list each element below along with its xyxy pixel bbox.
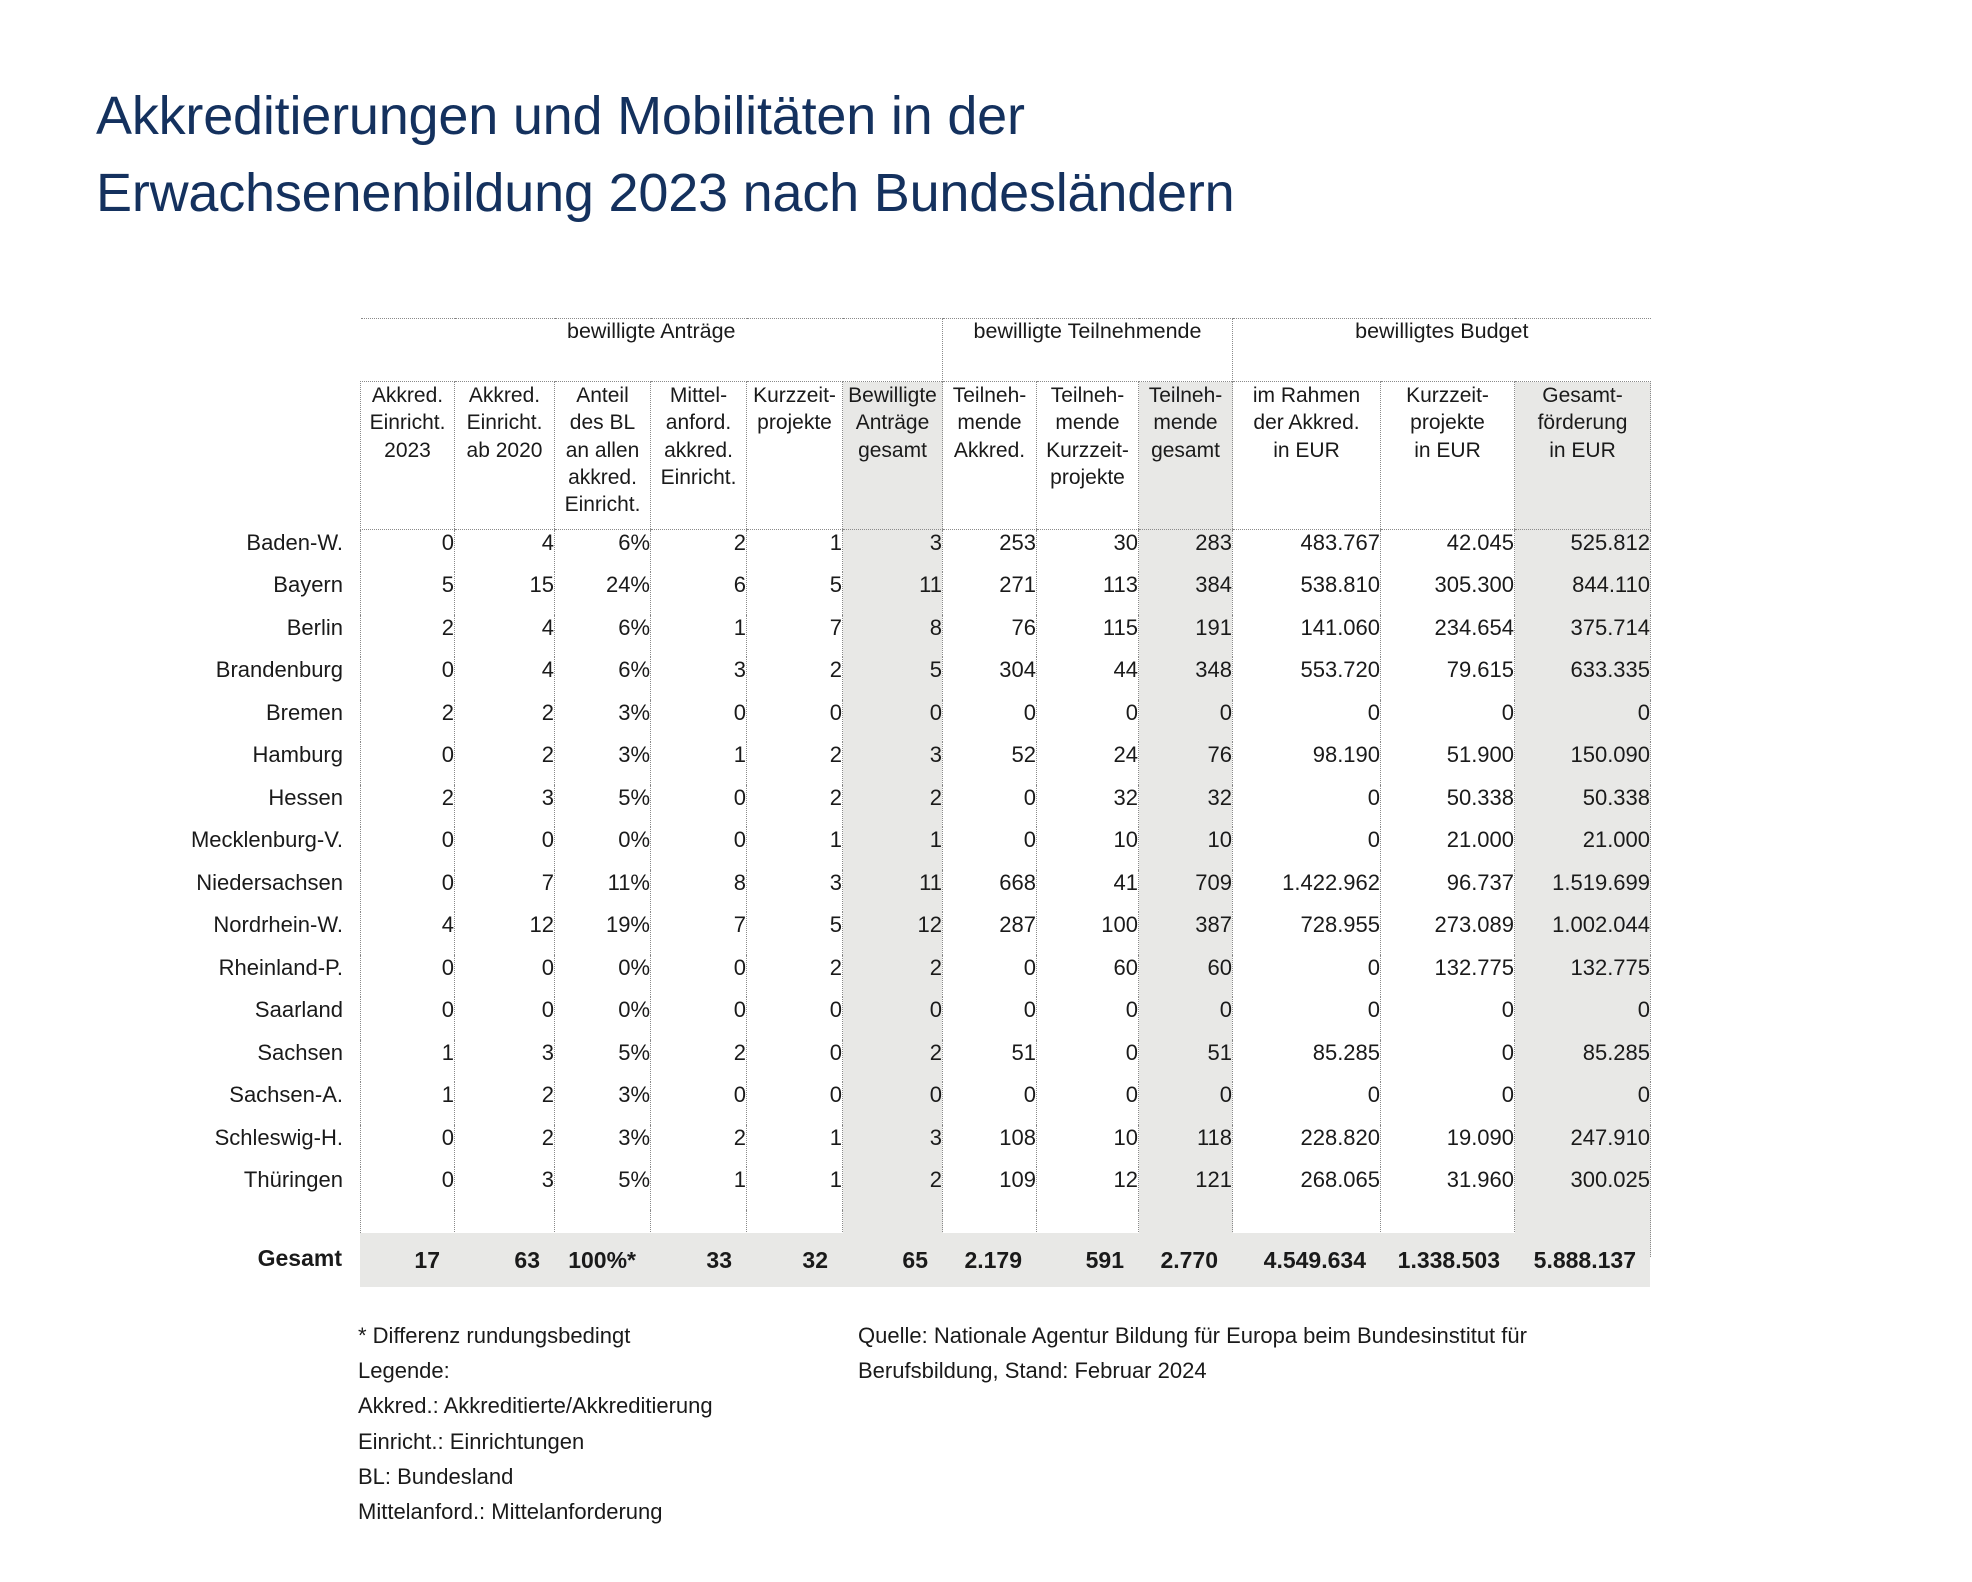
cell-bewilligte_antraege_gesamt: 2 bbox=[843, 1167, 943, 1210]
cell-budget_gesamt: 1.002.044 bbox=[1515, 912, 1651, 955]
table-column-header-budget_kurzzeit: Kurzzeit- projekte in EUR bbox=[1381, 382, 1515, 530]
legend-notes bbox=[358, 1318, 713, 1529]
table-row bbox=[361, 700, 1651, 743]
table-row bbox=[361, 615, 1651, 658]
cell-bewilligte_antraege_gesamt: 2 bbox=[843, 785, 943, 828]
cell-akkred_einricht_ab_2020: 2 bbox=[455, 1125, 555, 1168]
cell-mittelanford: 2 bbox=[651, 1040, 747, 1083]
cell-kurzzeitprojekte: 3 bbox=[747, 870, 843, 913]
cell-akkred_einricht_ab_2020: 4 bbox=[455, 657, 555, 700]
cell-kurzzeitprojekte: 2 bbox=[747, 955, 843, 998]
cell-budget_gesamt: 844.110 bbox=[1515, 572, 1651, 615]
cell-teilnehmende_akkred: 287 bbox=[943, 912, 1037, 955]
cell-teilnehmende_gesamt: 384 bbox=[1139, 572, 1233, 615]
cell-budget_gesamt: 0 bbox=[1515, 997, 1651, 1040]
row-label: Saarland bbox=[254, 997, 343, 1022]
cell-budget_akkred: 728.955 bbox=[1233, 912, 1381, 955]
table-column-header-akkred_einricht_2023: Akkred. Einricht. 2023 bbox=[361, 382, 455, 530]
cell-akkred_einricht_ab_2020: 0 bbox=[455, 827, 555, 870]
cell-budget_gesamt: 132.775 bbox=[1515, 955, 1651, 998]
table-column-header-mittelanford: Mittel- anford. akkred. Einricht. bbox=[651, 382, 747, 530]
cell-teilnehmende_gesamt: 283 bbox=[1139, 530, 1233, 573]
cell-anteil_bl: 6% bbox=[555, 615, 651, 658]
cell-bewilligte_antraege_gesamt: 11 bbox=[843, 572, 943, 615]
table-row bbox=[361, 1167, 1651, 1210]
cell-budget_gesamt: 1.519.699 bbox=[1515, 870, 1651, 913]
cell-teilnehmende_kurzzeit: 12 bbox=[1037, 1167, 1139, 1210]
cell-budget_kurzzeit: 42.045 bbox=[1381, 530, 1515, 573]
cell-mittelanford: 7 bbox=[651, 912, 747, 955]
cell-teilnehmende_gesamt: 121 bbox=[1139, 1167, 1233, 1210]
row-label: Bayern bbox=[273, 572, 343, 597]
table-column-header-bewilligte_antraege_gesamt: Bewilligte Anträge gesamt bbox=[843, 382, 943, 530]
cell-teilnehmende_kurzzeit: 10 bbox=[1037, 1125, 1139, 1168]
table-column-header-budget_akkred: im Rahmen der Akkred. in EUR bbox=[1233, 382, 1381, 530]
totals-container bbox=[257, 1233, 1650, 1287]
cell-budget_gesamt: 0 bbox=[1515, 700, 1651, 743]
cell-teilnehmende_kurzzeit: 32 bbox=[1037, 785, 1139, 828]
cell-akkred_einricht_2023: 1 Sachsen bbox=[361, 1040, 455, 1083]
cell-mittelanford: 0 bbox=[651, 827, 747, 870]
table-column-header-teilnehmende_gesamt: Teilneh- mende gesamt bbox=[1139, 382, 1233, 530]
table-group-header: bewilligte Teilnehmende bbox=[943, 319, 1233, 382]
row-label: Baden-W. bbox=[246, 530, 343, 555]
table-row bbox=[361, 870, 1651, 913]
cell-kurzzeitprojekte: 0 bbox=[747, 1082, 843, 1125]
cell-teilnehmende_kurzzeit: 115 bbox=[1037, 615, 1139, 658]
cell-akkred_einricht_ab_2020: 2 bbox=[455, 1082, 555, 1125]
cell-teilnehmende_akkred: 668 bbox=[943, 870, 1037, 913]
cell-teilnehmende_kurzzeit: 24 bbox=[1037, 742, 1139, 785]
cell-budget_kurzzeit: 51.900 bbox=[1381, 742, 1515, 785]
cell-budget_kurzzeit: 273.089 bbox=[1381, 912, 1515, 955]
total-cell-teilnehmende_gesamt: 2.770 bbox=[1160, 1246, 1218, 1273]
cell-budget_gesamt: 633.335 bbox=[1515, 657, 1651, 700]
cell-teilnehmende_kurzzeit: 0 bbox=[1037, 997, 1139, 1040]
cell-teilnehmende_gesamt: 0 bbox=[1139, 700, 1233, 743]
cell-akkred_einricht_2023: 0 Brandenburg bbox=[361, 657, 455, 700]
cell-anteil_bl: 3% bbox=[555, 742, 651, 785]
source-line: Quelle: Nationale Agentur Bildung für Europa beim Bundesinstitut für bbox=[858, 1323, 1527, 1348]
cell-budget_akkred: 268.065 bbox=[1233, 1167, 1381, 1210]
cell-teilnehmende_akkred: 76 bbox=[943, 615, 1037, 658]
cell-akkred_einricht_ab_2020: 2 bbox=[455, 742, 555, 785]
cell-budget_gesamt: 21.000 bbox=[1515, 827, 1651, 870]
cell-budget_gesamt: 247.910 bbox=[1515, 1125, 1651, 1168]
cell-budget_kurzzeit: 79.615 bbox=[1381, 657, 1515, 700]
cell-budget_akkred: 228.820 bbox=[1233, 1125, 1381, 1168]
cell-anteil_bl: 3% bbox=[555, 1125, 651, 1168]
cell-akkred_einricht_ab_2020: 0 bbox=[455, 955, 555, 998]
page-title bbox=[96, 78, 1596, 231]
cell-kurzzeitprojekte: 2 bbox=[747, 785, 843, 828]
cell-teilnehmende_akkred: 0 bbox=[943, 1082, 1037, 1125]
cell-teilnehmende_kurzzeit: 100 bbox=[1037, 912, 1139, 955]
row-label: Bremen bbox=[265, 699, 343, 725]
cell-anteil_bl: 6% bbox=[555, 657, 651, 700]
cell-budget_kurzzeit: 96.737 bbox=[1381, 870, 1515, 913]
cell-akkred_einricht_2023: 2 Berlin bbox=[361, 615, 455, 658]
cell-budget_akkred: 0 bbox=[1233, 1082, 1381, 1125]
cell-budget_akkred: 85.285 bbox=[1233, 1040, 1381, 1083]
cell-anteil_bl: 0% bbox=[555, 997, 651, 1040]
cell-bewilligte_antraege_gesamt: 3 bbox=[843, 1125, 943, 1168]
data-table bbox=[190, 318, 1651, 1257]
total-cell-akkred_einricht_ab_2020: 63 bbox=[514, 1246, 540, 1273]
cell-teilnehmende_kurzzeit: 41 bbox=[1037, 870, 1139, 913]
cell-budget_akkred: 141.060 bbox=[1233, 615, 1381, 658]
cell-budget_akkred: 483.767 bbox=[1233, 530, 1381, 573]
cell-mittelanford: 0 bbox=[651, 1082, 747, 1125]
cell-akkred_einricht_ab_2020: 3 bbox=[455, 1167, 555, 1210]
cell-teilnehmende_gesamt: 76 bbox=[1139, 742, 1233, 785]
table-group-header: bewilligtes Budget bbox=[1233, 319, 1651, 382]
cell-teilnehmende_gesamt: 60 bbox=[1139, 955, 1233, 998]
cell-anteil_bl: 3% bbox=[555, 1082, 651, 1125]
cell-budget_kurzzeit: 21.000 bbox=[1381, 827, 1515, 870]
cell-budget_kurzzeit: 50.338 bbox=[1381, 785, 1515, 828]
table-group-header: bewilligte Anträge bbox=[361, 319, 943, 382]
cell-teilnehmende_kurzzeit: 10 bbox=[1037, 827, 1139, 870]
cell-teilnehmende_akkred: 52 bbox=[943, 742, 1037, 785]
cell-teilnehmende_gesamt: 387 bbox=[1139, 912, 1233, 955]
cell-budget_gesamt: 525.812 bbox=[1515, 530, 1651, 573]
cell-mittelanford: 0 bbox=[651, 997, 747, 1040]
table-row bbox=[361, 912, 1651, 955]
cell-akkred_einricht_2023: 0 Hamburg bbox=[361, 742, 455, 785]
cell-mittelanford: 1 bbox=[651, 615, 747, 658]
cell-anteil_bl: 24% bbox=[555, 572, 651, 615]
legend-line: BL: Bundesland bbox=[358, 1463, 514, 1489]
table-column-header-budget_gesamt: Gesamt- förderung in EUR bbox=[1515, 382, 1651, 530]
total-cell-mittelanford: 33 bbox=[706, 1246, 732, 1273]
cell-akkred_einricht_ab_2020: 2 bbox=[455, 700, 555, 743]
total-cell-akkred_einricht_2023: 17 bbox=[414, 1246, 440, 1273]
cell-budget_gesamt: 300.025 bbox=[1515, 1167, 1651, 1210]
cell-teilnehmende_gesamt: 348 bbox=[1139, 657, 1233, 700]
cell-mittelanford: 0 bbox=[651, 700, 747, 743]
table-column-header-teilnehmende_kurzzeit: Teilneh- mende Kurzzeit- projekte bbox=[1037, 382, 1139, 530]
cell-anteil_bl: 0% bbox=[555, 955, 651, 998]
cell-teilnehmende_kurzzeit: 0 bbox=[1037, 700, 1139, 743]
cell-mittelanford: 0 bbox=[651, 955, 747, 998]
cell-teilnehmende_gesamt: 0 bbox=[1139, 1082, 1233, 1125]
total-cell-bewilligte_antraege_gesamt: 65 bbox=[902, 1246, 928, 1273]
row-label: Hessen bbox=[268, 784, 343, 810]
table-row bbox=[361, 742, 1651, 785]
cell-anteil_bl: 0% bbox=[555, 827, 651, 870]
cell-kurzzeitprojekte: 5 bbox=[747, 572, 843, 615]
cell-budget_kurzzeit: 234.654 bbox=[1381, 615, 1515, 658]
cell-bewilligte_antraege_gesamt: 5 bbox=[843, 657, 943, 700]
cell-anteil_bl: 5% bbox=[555, 1040, 651, 1083]
cell-akkred_einricht_ab_2020: 15 bbox=[455, 572, 555, 615]
table-column-header-kurzzeitprojekte: Kurzzeit- projekte bbox=[747, 382, 843, 530]
table-row bbox=[361, 572, 1651, 615]
cell-budget_akkred: 0 bbox=[1233, 955, 1381, 998]
total-cell-budget_akkred: 4.549.634 bbox=[1263, 1246, 1366, 1273]
cell-teilnehmende_kurzzeit: 30 bbox=[1037, 530, 1139, 573]
cell-teilnehmende_akkred: 0 bbox=[943, 700, 1037, 743]
table-column-header-row bbox=[361, 382, 1651, 530]
legend-line: Legende: bbox=[358, 1358, 450, 1384]
cell-teilnehmende_akkred: 0 bbox=[943, 997, 1037, 1040]
cell-budget_kurzzeit: 31.960 bbox=[1381, 1167, 1515, 1210]
cell-bewilligte_antraege_gesamt: 2 bbox=[843, 955, 943, 998]
cell-akkred_einricht_ab_2020: 7 bbox=[455, 870, 555, 913]
cell-bewilligte_antraege_gesamt: 3 bbox=[843, 530, 943, 573]
cell-teilnehmende_gesamt: 51 bbox=[1139, 1040, 1233, 1083]
cell-kurzzeitprojekte: 1 bbox=[747, 530, 843, 573]
cell-teilnehmende_gesamt: 32 bbox=[1139, 785, 1233, 828]
cell-bewilligte_antraege_gesamt: 1 bbox=[843, 827, 943, 870]
cell-akkred_einricht_2023: 4 Nordrhein-W. bbox=[361, 912, 455, 955]
cell-mittelanford: 6 bbox=[651, 572, 747, 615]
cell-budget_akkred: 0 bbox=[1233, 785, 1381, 828]
cell-bewilligte_antraege_gesamt: 0 bbox=[843, 700, 943, 743]
cell-kurzzeitprojekte: 1 bbox=[747, 1125, 843, 1168]
table-column-header-akkred_einricht_ab_2020: Akkred. Einricht. ab 2020 bbox=[455, 382, 555, 530]
cell-budget_akkred: 538.810 bbox=[1233, 572, 1381, 615]
cell-mittelanford: 1 bbox=[651, 1167, 747, 1210]
table-row bbox=[361, 530, 1651, 573]
cell-teilnehmende_kurzzeit: 0 bbox=[1037, 1040, 1139, 1083]
cell-budget_akkred: 98.190 bbox=[1233, 742, 1381, 785]
cell-kurzzeitprojekte: 2 bbox=[747, 742, 843, 785]
cell-bewilligte_antraege_gesamt: 0 bbox=[843, 997, 943, 1040]
row-label: Berlin bbox=[286, 614, 343, 640]
row-label: Sachsen-A. bbox=[229, 1082, 343, 1107]
row-label: Schleswig-H. bbox=[214, 1124, 343, 1150]
row-label: Nordrhein-W. bbox=[213, 912, 343, 937]
cell-teilnehmende_akkred: 271 bbox=[943, 572, 1037, 615]
cell-teilnehmende_gesamt: 709 bbox=[1139, 870, 1233, 913]
table-row bbox=[361, 1082, 1651, 1125]
cell-budget_gesamt: 375.714 bbox=[1515, 615, 1651, 658]
cell-akkred_einricht_2023: 1 Sachsen-A. bbox=[361, 1082, 455, 1125]
cell-bewilligte_antraege_gesamt: 0 bbox=[843, 1082, 943, 1125]
cell-akkred_einricht_ab_2020: 0 bbox=[455, 997, 555, 1040]
cell-budget_kurzzeit: 0 bbox=[1381, 997, 1515, 1040]
cell-teilnehmende_kurzzeit: 44 bbox=[1037, 657, 1139, 700]
cell-anteil_bl: 5% bbox=[555, 785, 651, 828]
cell-teilnehmende_akkred: 0 bbox=[943, 827, 1037, 870]
row-label: Sachsen bbox=[257, 1039, 343, 1065]
table-body bbox=[190, 530, 1651, 1257]
cell-akkred_einricht_2023: 5 Bayern bbox=[361, 572, 455, 615]
cell-akkred_einricht_2023: 0 Niedersachsen bbox=[361, 870, 455, 913]
table-row bbox=[361, 1040, 1651, 1083]
cell-teilnehmende_akkred: 51 bbox=[943, 1040, 1037, 1083]
cell-akkred_einricht_2023: 0 Mecklenburg-V. bbox=[361, 827, 455, 870]
cell-akkred_einricht_2023: 2 Hessen bbox=[361, 785, 455, 828]
cell-kurzzeitprojekte: 1 bbox=[747, 1167, 843, 1210]
table-row bbox=[361, 827, 1651, 870]
cell-akkred_einricht_ab_2020: 12 bbox=[455, 912, 555, 955]
cell-teilnehmende_gesamt: 118 bbox=[1139, 1125, 1233, 1168]
legend-line: * Differenz rundungsbedingt bbox=[358, 1323, 631, 1348]
cell-anteil_bl: 6% bbox=[555, 530, 651, 573]
cell-bewilligte_antraege_gesamt: 3 bbox=[843, 742, 943, 785]
legend-line: Einricht.: Einrichtungen bbox=[358, 1428, 585, 1454]
row-label: Hamburg bbox=[252, 742, 343, 767]
cell-budget_kurzzeit: 19.090 bbox=[1381, 1125, 1515, 1168]
cell-anteil_bl: 11% bbox=[555, 870, 651, 913]
total-cell-teilnehmende_akkred: 2.179 bbox=[964, 1246, 1022, 1273]
cell-mittelanford: 3 bbox=[651, 657, 747, 700]
table-row bbox=[361, 997, 1651, 1040]
cell-anteil_bl: 3% bbox=[555, 700, 651, 743]
cell-teilnehmende_akkred: 0 bbox=[943, 785, 1037, 828]
table-row bbox=[361, 657, 1651, 700]
cell-budget_gesamt: 150.090 bbox=[1515, 742, 1651, 785]
cell-mittelanford: 1 bbox=[651, 742, 747, 785]
total-cell-teilnehmende_kurzzeit: 591 bbox=[1085, 1246, 1124, 1273]
cell-akkred_einricht_2023: 2 Bremen bbox=[361, 700, 455, 743]
total-cell-anteil_bl: 100%* bbox=[568, 1246, 636, 1273]
table-column-header-teilnehmende_akkred: Teilneh- mende Akkred. bbox=[943, 382, 1037, 530]
source-line: Berufsbildung, Stand: Februar 2024 bbox=[858, 1358, 1207, 1384]
total-cell-kurzzeitprojekte: 32 bbox=[802, 1246, 828, 1273]
cell-teilnehmende_akkred: 109 bbox=[943, 1167, 1037, 1210]
cell-akkred_einricht_ab_2020: 3 bbox=[455, 785, 555, 828]
cell-akkred_einricht_2023: 0 Rheinland-P. bbox=[361, 955, 455, 998]
table-column-header-anteil_bl: Anteil des BL an allen akkred. Einricht. bbox=[555, 382, 651, 530]
cell-akkred_einricht_ab_2020: 4 bbox=[455, 615, 555, 658]
row-label: Niedersachsen bbox=[196, 869, 343, 895]
cell-kurzzeitprojekte: 2 bbox=[747, 657, 843, 700]
cell-budget_akkred: 1.422.962 bbox=[1233, 870, 1381, 913]
cell-budget_akkred: 0 bbox=[1233, 997, 1381, 1040]
cell-budget_gesamt: 0 bbox=[1515, 1082, 1651, 1125]
row-label: Mecklenburg-V. bbox=[190, 827, 343, 852]
cell-teilnehmende_akkred: 108 bbox=[943, 1125, 1037, 1168]
totals-table bbox=[360, 1233, 1650, 1287]
cell-akkred_einricht_ab_2020: 3 bbox=[455, 1040, 555, 1083]
cell-bewilligte_antraege_gesamt: 11 bbox=[843, 870, 943, 913]
row-label: Thüringen bbox=[243, 1167, 343, 1192]
cell-akkred_einricht_2023: 0 Schleswig-H. bbox=[361, 1125, 455, 1168]
cell-teilnehmende_gesamt: 0 bbox=[1139, 997, 1233, 1040]
cell-kurzzeitprojekte: 0 bbox=[747, 1040, 843, 1083]
cell-budget_kurzzeit: 0 bbox=[1381, 1040, 1515, 1083]
cell-kurzzeitprojekte: 1 bbox=[747, 827, 843, 870]
cell-teilnehmende_kurzzeit: 0 bbox=[1037, 1082, 1139, 1125]
cell-akkred_einricht_2023: 0 Baden-W. bbox=[361, 530, 455, 573]
cell-budget_kurzzeit: 0 bbox=[1381, 700, 1515, 743]
cell-budget_gesamt: 50.338 bbox=[1515, 785, 1651, 828]
legend-line: Mittelanford.: Mittelanforderung bbox=[358, 1498, 663, 1524]
cell-mittelanford: 0 bbox=[651, 785, 747, 828]
cell-kurzzeitprojekte: 0 bbox=[747, 997, 843, 1040]
cell-akkred_einricht_2023: 0 Thüringen bbox=[361, 1167, 455, 1210]
row-label: Rheinland-P. bbox=[218, 954, 343, 980]
cell-budget_akkred: 553.720 bbox=[1233, 657, 1381, 700]
table-head bbox=[361, 319, 1651, 530]
cell-teilnehmende_kurzzeit: 60 bbox=[1037, 955, 1139, 998]
cell-bewilligte_antraege_gesamt: 2 bbox=[843, 1040, 943, 1083]
cell-teilnehmende_gesamt: 10 bbox=[1139, 827, 1233, 870]
cell-budget_kurzzeit: 0 bbox=[1381, 1082, 1515, 1125]
total-cell-budget_kurzzeit: 1.338.503 bbox=[1397, 1246, 1500, 1273]
totals-row-label: Gesamt bbox=[257, 1245, 342, 1271]
cell-akkred_einricht_2023: 0 Saarland bbox=[361, 997, 455, 1040]
cell-budget_kurzzeit: 305.300 bbox=[1381, 572, 1515, 615]
page-title-line-1: Akkreditierungen und Mobilitäten in der bbox=[96, 86, 1025, 147]
cell-budget_akkred: 0 bbox=[1233, 700, 1381, 743]
data-table-container bbox=[190, 318, 1651, 1257]
totals-row bbox=[360, 1233, 1650, 1287]
cell-teilnehmende_akkred: 304 bbox=[943, 657, 1037, 700]
table-row bbox=[361, 955, 1651, 998]
cell-budget_gesamt: 85.285 bbox=[1515, 1040, 1651, 1083]
cell-kurzzeitprojekte: 7 bbox=[747, 615, 843, 658]
table-group-header-row bbox=[361, 319, 1651, 382]
cell-teilnehmende_kurzzeit: 113 bbox=[1037, 572, 1139, 615]
legend-line: Akkred.: Akkreditierte/Akkreditierung bbox=[358, 1393, 713, 1419]
cell-kurzzeitprojekte: 0 bbox=[747, 700, 843, 743]
cell-anteil_bl: 5% bbox=[555, 1167, 651, 1210]
source-notes bbox=[858, 1318, 1618, 1388]
cell-teilnehmende_gesamt: 191 bbox=[1139, 615, 1233, 658]
total-cell-budget_gesamt: 5.888.137 bbox=[1533, 1246, 1636, 1273]
cell-bewilligte_antraege_gesamt: 12 bbox=[843, 912, 943, 955]
cell-anteil_bl: 19% bbox=[555, 912, 651, 955]
cell-teilnehmende_akkred: 0 bbox=[943, 955, 1037, 998]
cell-teilnehmende_akkred: 253 bbox=[943, 530, 1037, 573]
page-title-line-2: Erwachsenenbildung 2023 nach Bundesländern bbox=[96, 162, 1235, 223]
cell-bewilligte_antraege_gesamt: 8 bbox=[843, 615, 943, 658]
row-label: Brandenburg bbox=[215, 657, 343, 682]
cell-mittelanford: 2 bbox=[651, 1125, 747, 1168]
cell-mittelanford: 2 bbox=[651, 530, 747, 573]
cell-budget_akkred: 0 bbox=[1233, 827, 1381, 870]
cell-akkred_einricht_ab_2020: 4 bbox=[455, 530, 555, 573]
table-row bbox=[361, 785, 1651, 828]
table-row bbox=[361, 1125, 1651, 1168]
cell-mittelanford: 8 bbox=[651, 870, 747, 913]
cell-kurzzeitprojekte: 5 bbox=[747, 912, 843, 955]
cell-budget_kurzzeit: 132.775 bbox=[1381, 955, 1515, 998]
